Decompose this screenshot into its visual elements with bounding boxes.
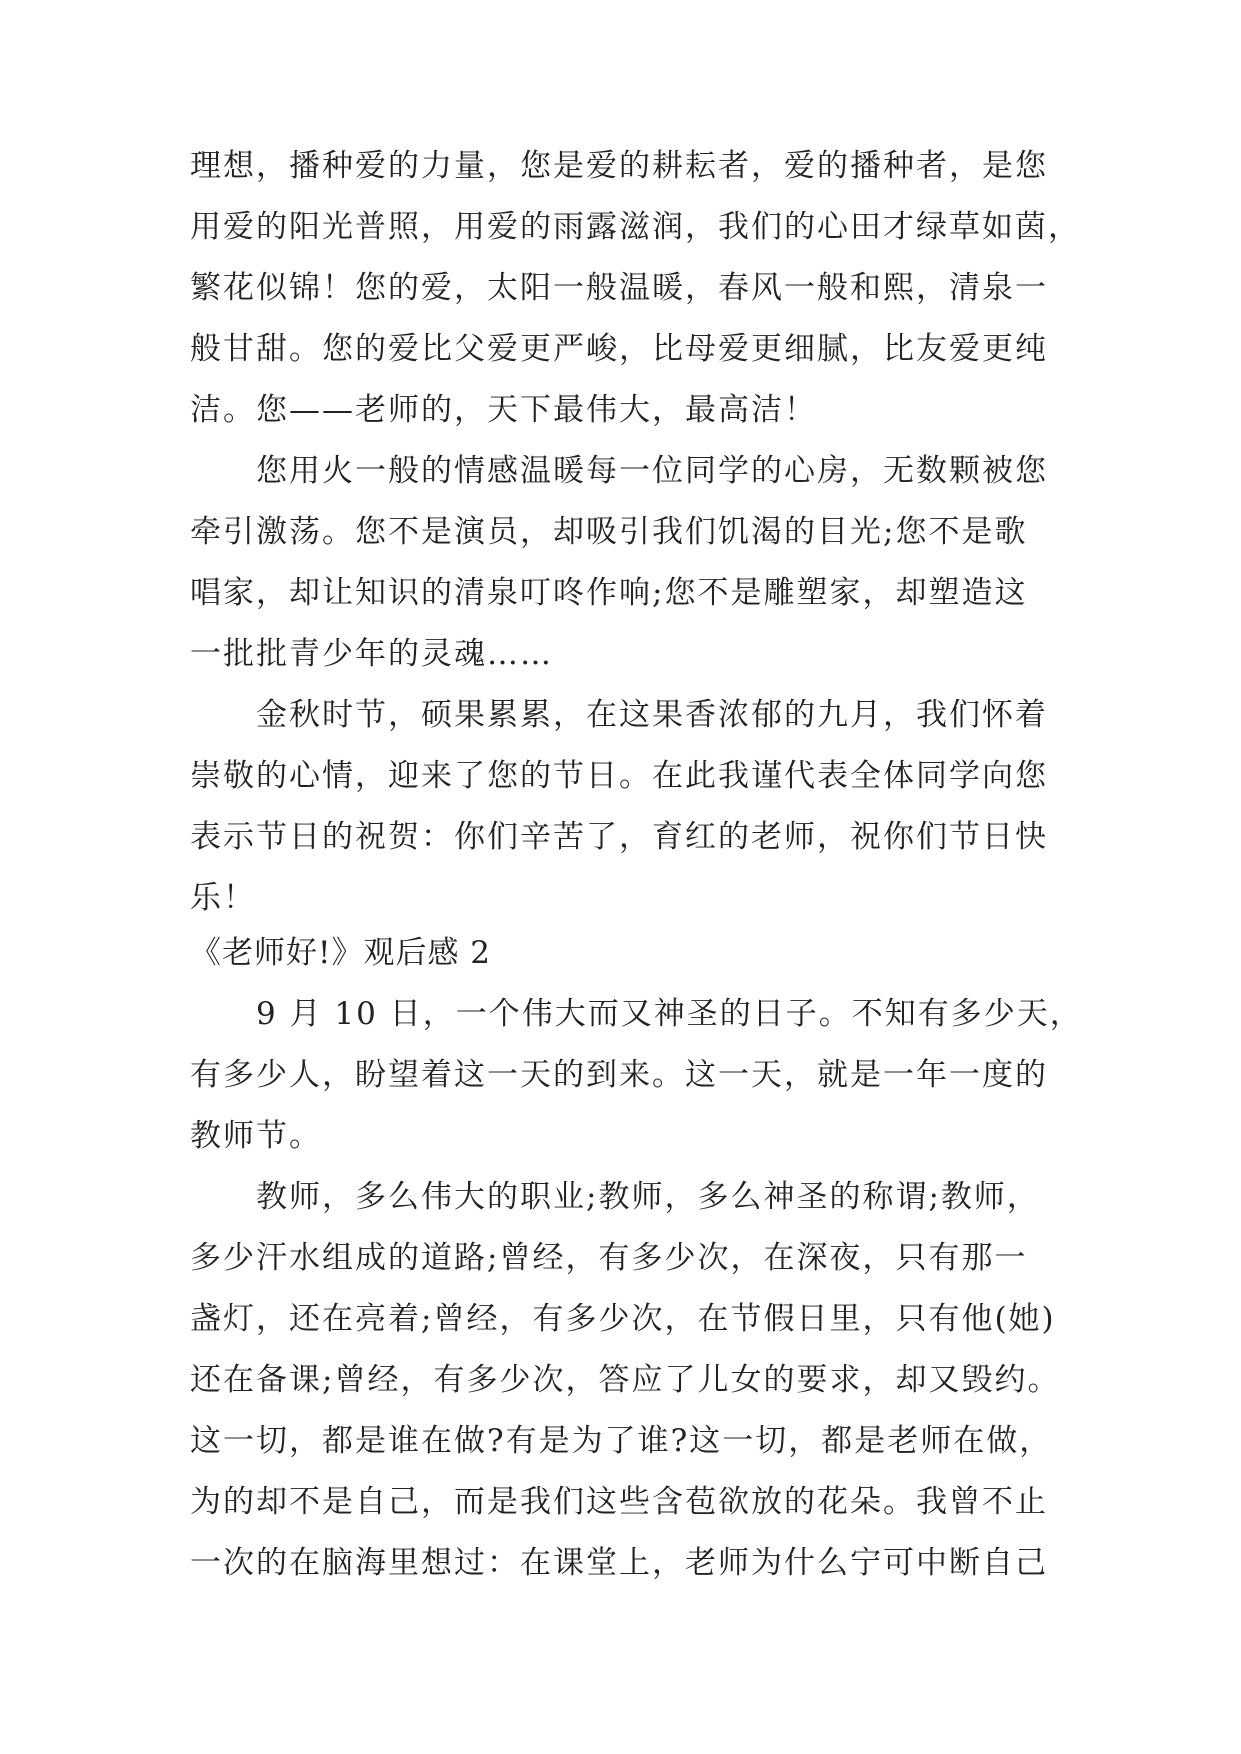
paragraph-first-line: 教师，多么伟大的职业;教师，多么神圣的称谓;教师， xyxy=(256,1179,1040,1215)
text-line: 多少汗水组成的道路;曾经，有多少次，在深夜，只有那一 xyxy=(190,1240,1028,1276)
paragraph-first-line: 您用火一般的情感温暖每一位同学的心房，无数颗被您 xyxy=(256,453,1048,489)
text-line: 为的却不是自己，而是我们这些含苞欲放的花朵。我曾不止 xyxy=(190,1484,1048,1520)
text-line: 唱家，却让知识的清泉叮咚作响;您不是雕塑家，却塑造这 xyxy=(190,575,1028,611)
paragraph-first-line: 9 月 10 日，一个伟大而又神圣的日子。不知有多少天， xyxy=(256,996,1083,1032)
text-line: 乐！ xyxy=(190,880,256,916)
text-line: 繁花似锦！您的爱，太阳一般温暖，春风一般和熙，清泉一 xyxy=(190,270,1048,306)
text-line: 用爱的阳光普照，用爱的雨露滋润，我们的心田才绿草如茵， xyxy=(190,209,1081,245)
section-heading: 《老师好!》观后感 2 xyxy=(190,935,492,971)
text-line: 牵引激荡。您不是演员，却吸引我们饥渴的目光;您不是歌 xyxy=(190,514,1028,550)
paragraph-first-line: 金秋时节，硕果累累，在这果香浓郁的九月，我们怀着 xyxy=(256,697,1048,733)
text-line: 这一切，都是谁在做?有是为了谁?这一切，都是老师在做， xyxy=(190,1423,1053,1459)
text-line: 一批批青少年的灵魂…… xyxy=(190,636,553,672)
text-line: 洁。您——老师的，天下最伟大，最高洁！ xyxy=(190,392,817,428)
text-line: 教师节。 xyxy=(190,1118,322,1154)
text-line: 一次的在脑海里想过：在课堂上，老师为什么宁可中断自己 xyxy=(190,1545,1048,1581)
text-line: 般甘甜。您的爱比父爱更严峻，比母爱更细腻，比友爱更纯 xyxy=(190,331,1048,367)
text-line: 理想，播种爱的力量，您是爱的耕耘者，爱的播种者，是您 xyxy=(190,148,1048,184)
text-line: 崇敬的心情，迎来了您的节日。在此我谨代表全体同学向您 xyxy=(190,758,1048,794)
text-line: 有多少人，盼望着这一天的到来。这一天，就是一年一度的 xyxy=(190,1057,1048,1093)
text-line: 盏灯，还在亮着;曾经，有多少次，在节假日里，只有他(她) xyxy=(190,1301,1056,1337)
text-line: 还在备课;曾经，有多少次，答应了儿女的要求，却又毁约。 xyxy=(190,1362,1061,1398)
text-line: 表示节日的祝贺：你们辛苦了，育红的老师，祝你们节日快 xyxy=(190,819,1048,855)
